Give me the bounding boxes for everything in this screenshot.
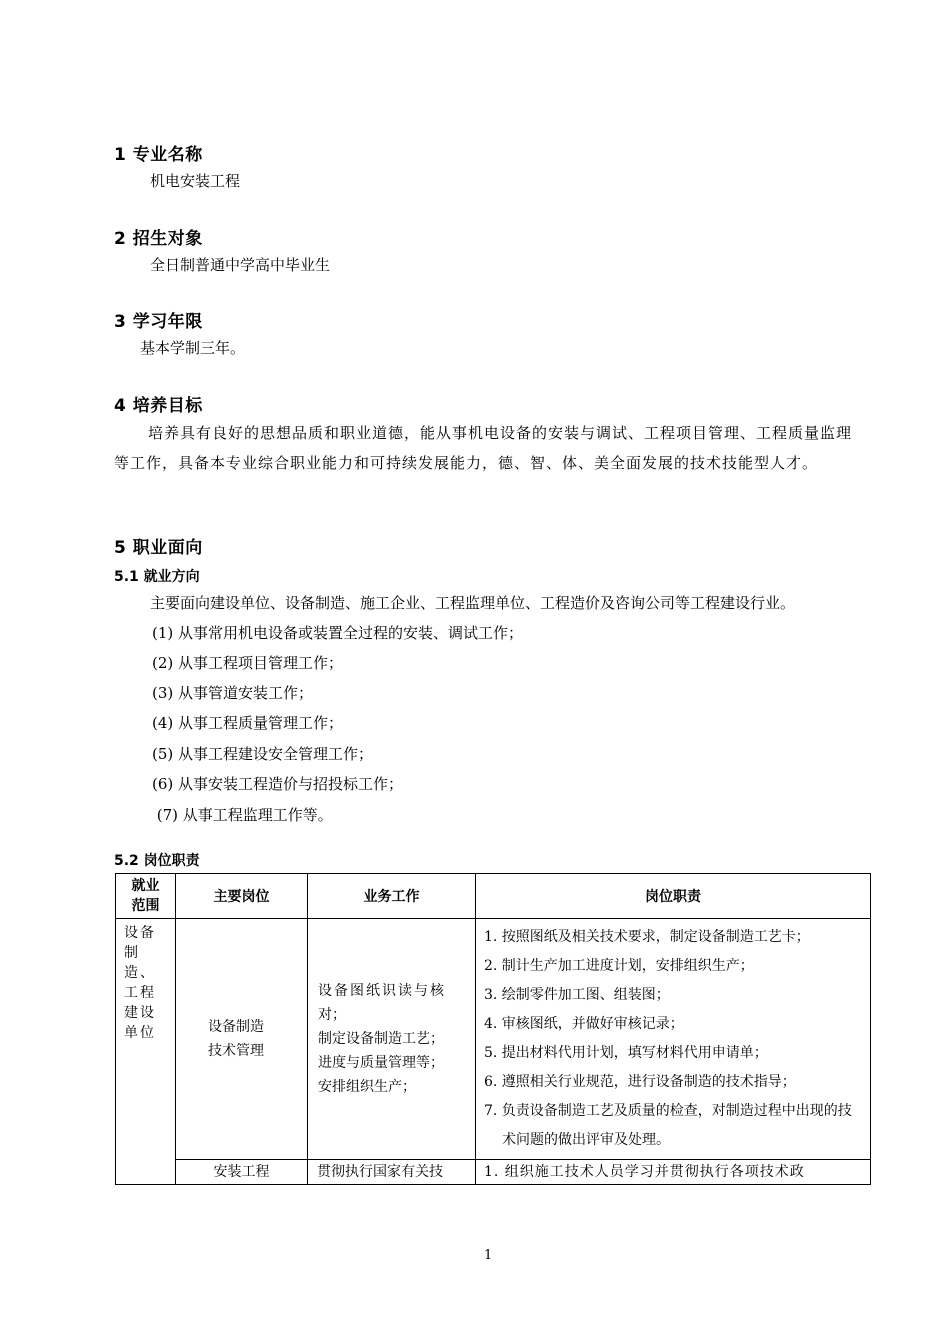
header-scope-line1: 就业 <box>131 878 160 894</box>
duty-item: 2. 制计生产加工进度计划，安排组织生产； <box>484 958 754 974</box>
header-position: 主要岗位 <box>176 874 308 919</box>
work-line: 设备图纸识读与核 <box>318 983 446 999</box>
list-item: (7) 从事工程监理工作等。 <box>152 806 333 824</box>
header-work: 业务工作 <box>308 874 476 919</box>
section-2-heading: 2 招生对象 <box>114 229 203 249</box>
list-item: (4) 从事工程质量管理工作； <box>152 714 344 732</box>
position-line: 技术管理 <box>208 1043 264 1059</box>
duty-cell: 1. 组织施工技术人员学习并贯彻执行各项技术政 <box>476 1160 871 1185</box>
duty-item: 7. 负责设备制造工艺及质量的检查，对制造过程中出现的技术问题的做出评审及处理。 <box>484 1103 852 1148</box>
table-row <box>116 1160 871 1185</box>
section-2-text: 全日制普通中学高中毕业生 <box>150 256 331 274</box>
section-3-heading: 3 学习年限 <box>114 312 203 332</box>
list-item: (1) 从事常用机电设备或装置全过程的安装、调试工作； <box>152 624 524 642</box>
section-1-heading: 1 专业名称 <box>114 145 203 165</box>
list-item: (5) 从事工程建设安全管理工作； <box>152 745 374 763</box>
header-duty: 岗位职责 <box>476 874 871 919</box>
duty-item: 3. 绘制零件加工图、组装图； <box>484 987 670 1003</box>
subsection-5-1-intro: 主要面向建设单位、设备制造、施工企业、工程监理单位、工程造价及咨询公司等工程建设行业。 <box>150 594 796 612</box>
section-3-text: 基本学制三年。 <box>140 339 246 357</box>
work-line: 对； <box>318 1007 346 1023</box>
list-item: (6) 从事安装工程造价与招投标工作； <box>152 775 404 793</box>
work-line: 进度与质量管理等； <box>318 1055 444 1071</box>
subsection-5-2-heading: 5.2 岗位职责 <box>114 853 200 869</box>
work-cell <box>308 919 476 1160</box>
header-scope <box>116 874 176 919</box>
duty-item: 1. 按照图纸及相关技术要求，制定设备制造工艺卡； <box>484 929 810 945</box>
page-number: 1 <box>484 1248 493 1263</box>
work-line: 安排组织生产； <box>318 1079 416 1095</box>
job-duty-table <box>115 873 871 1185</box>
subsection-5-1-heading: 5.1 就业方向 <box>114 569 200 585</box>
section-4-text: 培养具有良好的思想品质和职业道德，能从事机电设备的安装与调试、工程项目管理、工程质量监理等工作，具备本专业综合职业能力和可持续发展能力，德、智、体、美全面发展的技术技能型人才。 <box>114 424 853 472</box>
work-line: 制定设备制造工艺； <box>318 1031 444 1047</box>
position-cell <box>176 919 308 1160</box>
header-scope-line2: 范围 <box>131 898 160 914</box>
duty-item: 5. 提出材料代用计划，填写材料代用申请单； <box>484 1045 768 1061</box>
section-4-heading: 4 培养目标 <box>114 396 203 416</box>
duty-item: 4. 审核图纸，并做好审核记录； <box>484 1016 684 1032</box>
section-1-text: 机电安装工程 <box>150 172 241 190</box>
section-5-heading: 5 职业面向 <box>114 538 203 558</box>
table-row <box>116 919 871 1160</box>
list-item: (2) 从事工程项目管理工作； <box>152 654 344 672</box>
duty-cell <box>476 919 871 1160</box>
position-cell: 安装工程 <box>176 1160 308 1185</box>
table-header-row <box>116 874 871 919</box>
duty-item: 6. 遵照相关行业规范，进行设备制造的技术指导； <box>484 1074 796 1090</box>
position-line: 设备制造 <box>208 1019 264 1035</box>
list-item: (3) 从事管道安装工作； <box>152 684 314 702</box>
scope-cell: 设备制造、工程建设单位 <box>116 919 176 1185</box>
work-cell: 贯彻执行国家有关技 <box>308 1160 476 1185</box>
